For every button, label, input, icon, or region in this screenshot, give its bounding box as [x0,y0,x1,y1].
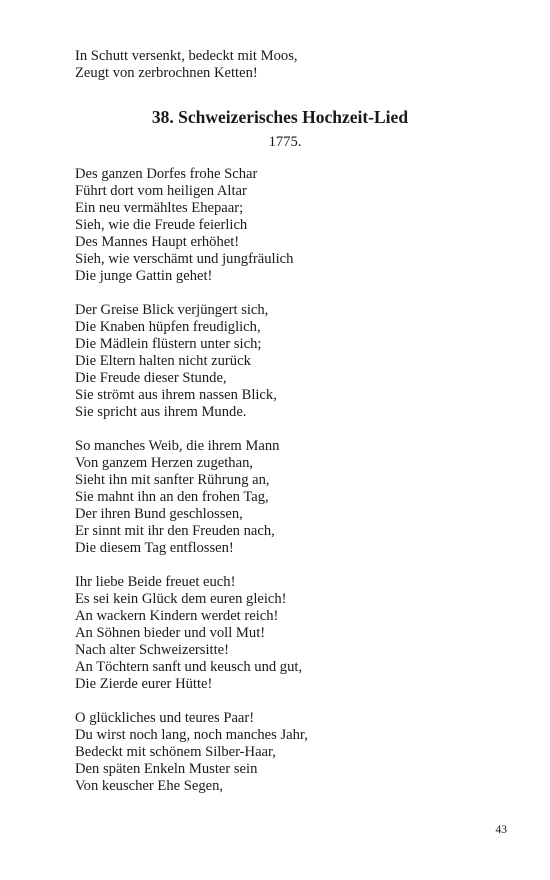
verse-line: Ein neu vermähltes Ehepaar; [75,200,244,216]
verse-line: O glückliches und teures Paar! [75,710,255,726]
verse-line: Nach alter Schweizersitte! [75,642,229,658]
verse-line: An Töchtern sanft und keusch und gut, [75,659,303,675]
poem-year: 1775. [268,134,302,150]
verse-line: Des ganzen Dorfes frohe Schar [75,166,258,182]
verse-line: Die junge Gattin gehet! [75,268,213,284]
verse-line: Du wirst noch lang, noch manches Jahr, [75,727,308,743]
verse-line: Sieht ihn mit sanfter Rührung an, [75,472,270,488]
poem-body [75,166,308,795]
verse-line: Es sei kein Glück dem euren gleich! [75,591,287,607]
verse-line: Die diesem Tag entflossen! [75,540,234,556]
stanza-2 [75,302,308,421]
verse-line: Zeugt von zerbrochnen Ketten! [75,65,258,81]
poem-title: 38. Schweizerisches Hochzeit-Lied [151,107,409,127]
verse-line: Des Mannes Haupt erhöhet! [75,234,240,250]
verse-line: So manches Weib, die ihrem Mann [75,438,280,454]
verse-line: Führt dort vom heiligen Altar [75,183,247,199]
verse-line: Sie mahnt ihn an den frohen Tag, [75,489,269,505]
verse-line: Von keuscher Ehe Segen, [75,778,224,794]
stanza-4 [75,574,308,693]
verse-line: Der ihren Bund geschlossen, [75,506,243,522]
verse-line: Bedeckt mit schönem Silber-Haar, [75,744,276,760]
verse-line: Ihr liebe Beide freuet euch! [75,574,236,590]
stanza-5 [75,710,308,795]
stanza-3 [75,438,308,557]
verse-line: Die Eltern halten nicht zurück [75,353,251,369]
verse-line: Den späten Enkeln Muster sein [75,761,258,777]
verse-line: Er sinnt mit ihr den Freuden nach, [75,523,275,539]
verse-line: Von ganzem Herzen zugethan, [75,455,254,471]
stanza-1 [75,166,308,285]
verse-line: Die Freude dieser Stunde, [75,370,227,386]
verse-line: Der Greise Blick verjüngert sich, [75,302,269,318]
verse-line: Sie spricht aus ihrem Munde. [75,404,247,420]
verse-line: Sieh, wie die Freude feierlich [75,217,248,233]
verse-line: Sieh, wie verschämt und jungfräulich [75,251,294,267]
verse-line: An wackern Kindern werdet reich! [75,608,279,624]
verse-line: In Schutt versenkt, bedeckt mit Moos, [75,48,298,64]
verse-line: Sie strömt aus ihrem nassen Blick, [75,387,277,403]
verse-line: Die Mädlein flüstern unter sich; [75,336,262,352]
previous-poem-ending [75,48,298,82]
verse-line: Die Zierde eurer Hütte! [75,676,213,692]
page-number: 43 [495,824,507,836]
verse-line: An Söhnen bieder und voll Mut! [75,625,266,641]
verse-line: Die Knaben hüpfen freudiglich, [75,319,261,335]
